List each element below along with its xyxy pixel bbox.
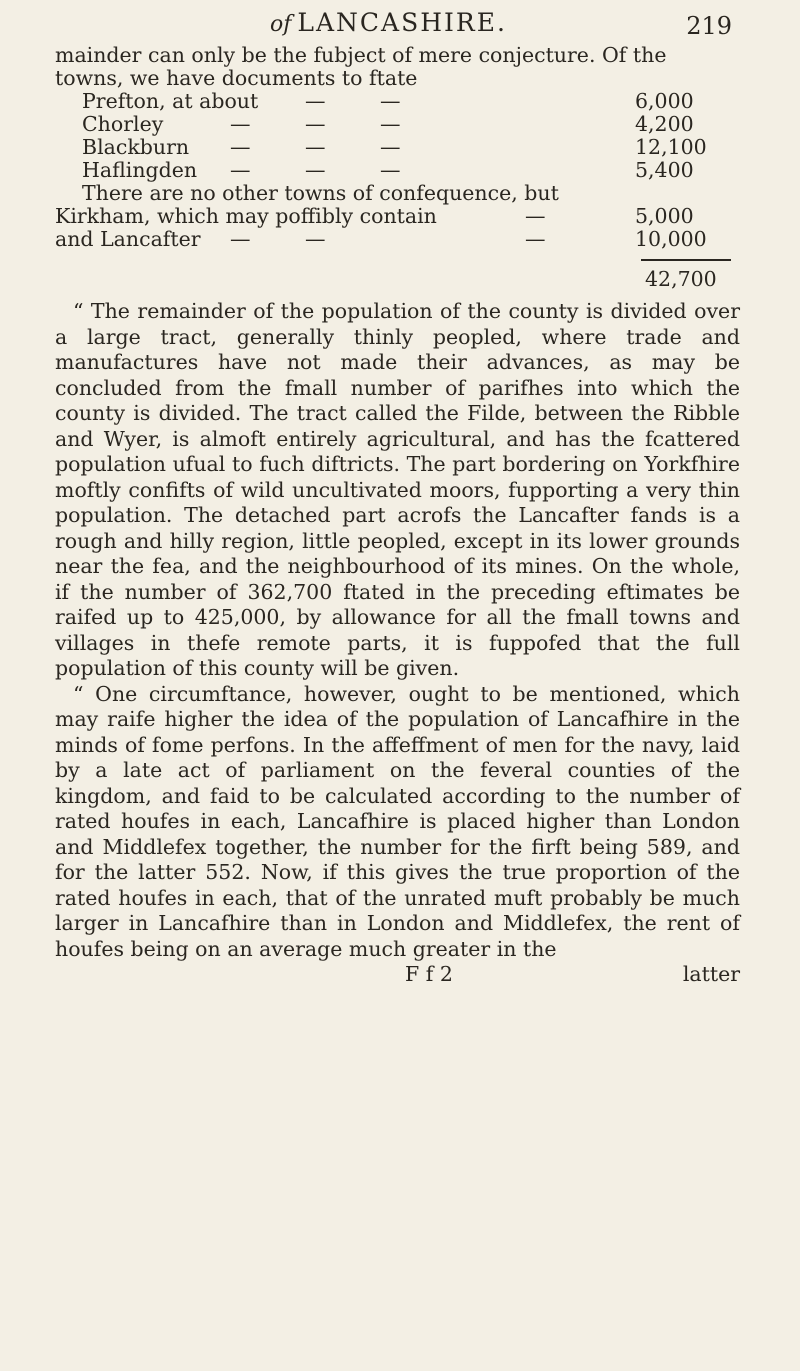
table-caption-line	[55, 182, 740, 205]
town-value: 6,000	[635, 89, 694, 113]
page-number: 219	[686, 12, 732, 40]
table-row: Haflingden — — — 5,400	[55, 159, 740, 182]
town-name: Haflingden	[82, 158, 198, 182]
town-name: Blackburn	[82, 135, 190, 159]
running-title-text: LANCASHIRE.	[297, 8, 507, 37]
paragraph-2: “ One circumftance, however, ought to be mentioned, which may raife higher the idea of the population of Lancafhire in the minds of fome perfons. In the affeffment of men for the navy, laid by a late act of parliament on the feveral counties of the kingdom, and faid to be calculated according to the number of rated houfes in each, Lancafhire is placed higher than London and Middlefex together, the number for the firft being 589, and for the latter 552. Now, if this gives the true proportion of the rated houfes in each, that of the unrated muft probably be much larger in Lancafhire than in London and Middlefex, the rent of houfes being on an average much greater in the	[55, 681, 740, 961]
table-row: Blackburn — — — 12,100	[55, 136, 740, 159]
town-name: Prefton, at about	[82, 89, 259, 113]
page-footer	[55, 962, 740, 988]
paragraph-1: “ The remainder of the population of the county is divided over a large tract, generally thinly peopled, where trade and manufactures have not made their advances, as may be concluded from the fmall number of parifhes into which the county is divided. The tract called the Filde, between the Ribble and Wyer, is almoft entirely agricultural, and has the fcattered population ufual to fuch diftricts. The part bordering on Yorkfhire moftly confifts of wild uncultivated moors, fupporting a very thin population. The detached part acrofs the Lancafter fands is a rough and hilly region, little peopled, except in its lower grounds near the fea, and the neighbourhood of its mines. On the whole, if the number of 362,700 ftated in the preceding eftimates be raifed up to 425,000, by allowance for all the fmall towns and villages in thefe remote parts, it is fuppofed that the full population of this county will be given.	[55, 299, 740, 680]
town-value: 12,100	[635, 135, 707, 159]
catchword: latter	[682, 962, 740, 986]
table-row: and Lancafter — — — 10,000	[55, 228, 740, 251]
population-table	[55, 90, 740, 293]
town-name: and Lancafter	[55, 227, 201, 251]
table-row: Prefton, at about — — 6,000	[55, 90, 740, 113]
signature-mark: F f 2	[405, 962, 453, 986]
total-value: 42,700	[645, 267, 717, 291]
town-value: 10,000	[635, 227, 707, 251]
town-value: 5,400	[635, 158, 694, 182]
town-name: Chorley	[82, 112, 164, 136]
town-name: Kirkham, which may poffibly contain	[55, 204, 437, 228]
running-title	[270, 8, 507, 37]
intro-line-1: mainder can only be the fubject of mere conjecture. Of the	[55, 43, 667, 67]
others-line: There are no other towns of confequence, but	[82, 181, 559, 205]
table-total	[55, 263, 740, 293]
intro-line-2: towns, we have documents to ftate	[55, 66, 418, 90]
sum-rule	[641, 259, 731, 261]
town-value: 5,000	[635, 204, 694, 228]
table-row: Kirkham, which may poffibly contain — 5,000	[55, 205, 740, 228]
running-title-prefix: of	[270, 12, 292, 37]
page-header	[55, 0, 740, 44]
town-value: 4,200	[635, 112, 694, 136]
table-row: Chorley — — — 4,200	[55, 113, 740, 136]
